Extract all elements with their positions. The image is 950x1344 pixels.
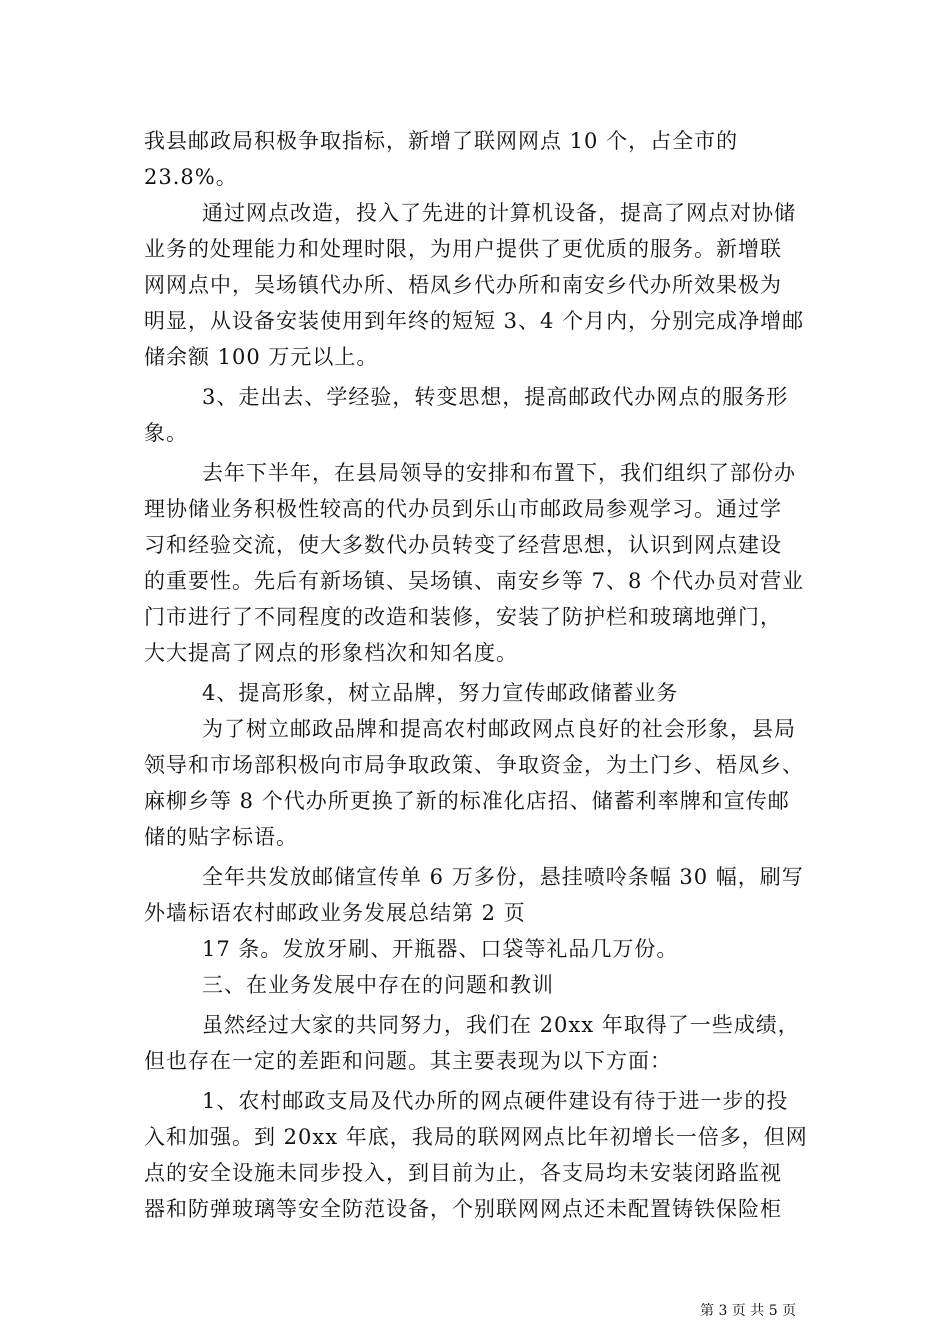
text-line: 习和经验交流，使大多数代办员转变了经营思想，认识到网点建设 xyxy=(144,533,782,557)
text-line: 23.8%。 xyxy=(144,165,238,189)
text-line: 业务的处理能力和处理时限，为用户提供了更优质的服务。新增联 xyxy=(144,237,782,261)
text-line: 17 条。发放牙刷、开瓶器、口袋等礼品几万份。 xyxy=(202,937,679,961)
text-line: 我县邮政局积极争取指标，新增了联网网点 10 个，占全市的 xyxy=(144,129,739,153)
text-line: 象。 xyxy=(144,421,188,445)
text-line: 领导和市场部积极向市局争取政策、争取资金，为土门乡、梧凤乡、 xyxy=(144,753,804,777)
text-line: 虽然经过大家的共同努力，我们在 20xx 年取得了一些成绩， xyxy=(202,1013,800,1037)
text-line: 储余额 100 万元以上。 xyxy=(144,345,379,369)
text-line: 麻柳乡等 8 个代办所更换了新的标准化店招、储蓄利率牌和宣传邮 xyxy=(144,789,790,813)
text-line: 网网点中，吴场镇代办所、梧凤乡代办所和南安乡代办所效果极为 xyxy=(144,273,782,297)
text-line: 门市进行了不同程度的改造和装修，安装了防护栏和玻璃地弹门， xyxy=(144,605,782,629)
text-line: 外墙标语农村邮政业务发展总结第 2 页 xyxy=(144,901,526,925)
text-line: 通过网点改造，投入了先进的计算机设备，提高了网点对协储 xyxy=(202,201,796,225)
text-line: 入和加强。到 20xx 年底，我局的联网网点比年初增长一倍多，但网 xyxy=(144,1125,808,1149)
text-line: 点的安全设施未同步投入，到目前为止，各支局均未安装闭路监视 xyxy=(144,1161,782,1185)
text-line: 去年下半年，在县局领导的安排和布置下，我们组织了部份办 xyxy=(202,461,796,485)
text-line: 储的贴字标语。 xyxy=(144,825,298,849)
text-line: 理协储业务积极性较高的代办员到乐山市邮政局参观学习。通过学 xyxy=(144,497,782,521)
section-heading: 三、在业务发展中存在的问题和教训 xyxy=(202,973,554,997)
section-heading: 4、提高形象，树立品牌，努力宣传邮政储蓄业务 xyxy=(202,681,679,705)
text-line: 1、农村邮政支局及代办所的网点硬件建设有待于进一步的投 xyxy=(202,1089,789,1113)
text-line: 明显，从设备安装使用到年终的短短 3、4 个月内，分别完成净增邮 xyxy=(144,309,805,333)
text-line: 为了树立邮政品牌和提高农村邮政网点良好的社会形象，县局 xyxy=(202,717,796,741)
text-line: 大大提高了网点的形象档次和知名度。 xyxy=(144,641,518,665)
page-number: 第 3 页 共 5 页 xyxy=(700,1303,797,1319)
text-line: 全年共发放邮储宣传单 6 万多份，悬挂喷呤条幅 30 幅，刷写 xyxy=(202,865,804,889)
text-line: 3、走出去、学经验，转变思想，提高邮政代办网点的服务形 xyxy=(202,385,789,409)
text-line: 器和防弹玻璃等安全防范设备，个别联网网点还未配置铸铁保险柜 xyxy=(144,1197,782,1221)
text-line: 但也存在一定的差距和问题。其主要表现为以下方面： xyxy=(144,1049,672,1073)
text-line: 的重要性。先后有新场镇、吴场镇、南安乡等 7、8 个代办员对营业 xyxy=(144,569,805,593)
